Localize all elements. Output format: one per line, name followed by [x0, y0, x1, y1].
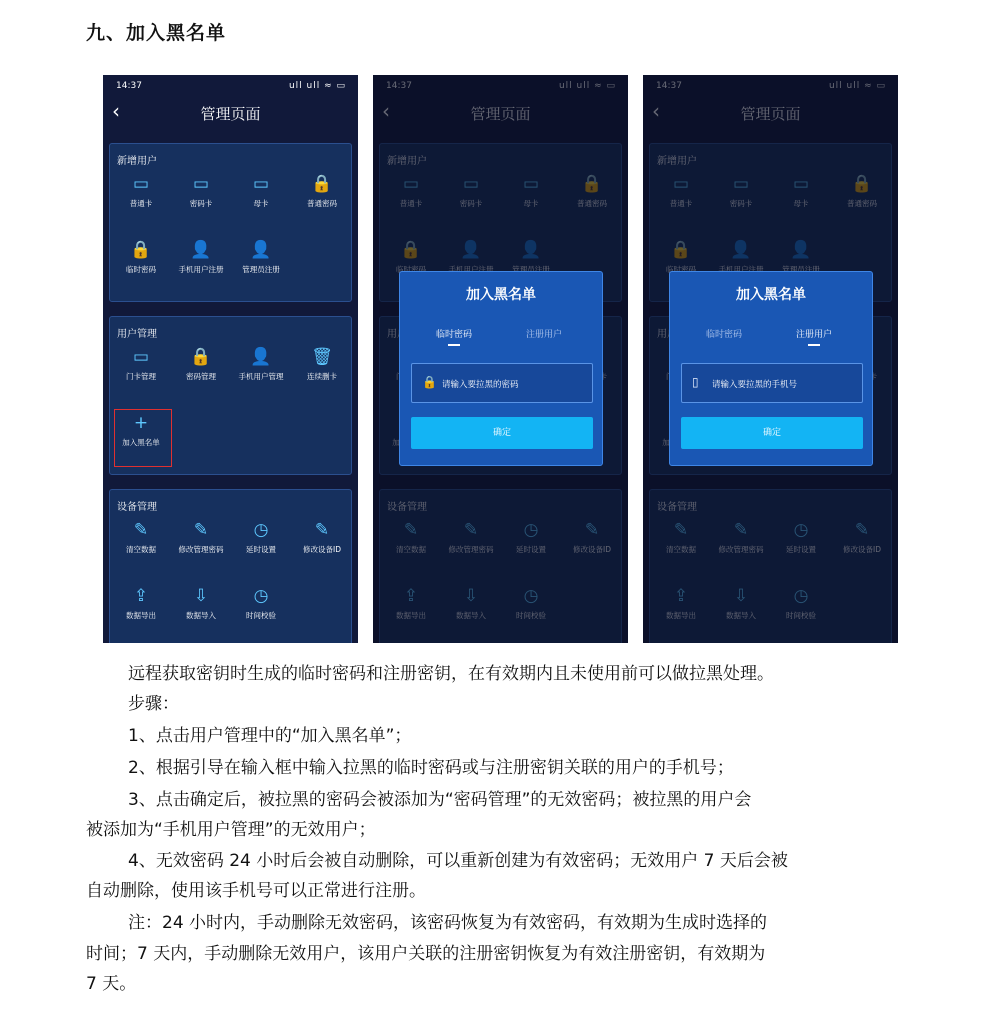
input-placeholder: 请输入要拉黑的手机号: [712, 380, 798, 390]
tab-indicator: [448, 344, 460, 346]
item-label: 密码卡: [189, 199, 213, 208]
device-mgmt-card: [109, 489, 352, 643]
dialog-title: 加入黑名单: [466, 287, 536, 303]
tab-label: 临时密码: [436, 330, 473, 340]
edit-icon: ✎: [314, 520, 330, 540]
item-normal-password[interactable]: [291, 172, 353, 209]
card-icon: ▭: [252, 174, 270, 194]
item-label: 加入黑名单: [122, 438, 160, 447]
section-title: 用户管理: [117, 329, 157, 340]
paragraph-step-4-line-2: 自动删除，使用该手机号可以正常进行注册。: [86, 881, 426, 901]
lock-icon: 🔒: [311, 174, 333, 194]
blacklist-dialog: [669, 271, 873, 466]
paragraph-note-line-3: 7 天。: [86, 974, 137, 994]
section-title: 设备管理: [117, 502, 157, 513]
item-export-data[interactable]: [110, 584, 172, 621]
lock-icon: 🔒: [190, 347, 212, 367]
paragraph-intro: 远程获取密钥时生成的临时密码和注册密钥，在有效期内且未使用前可以做拉黑处理。: [128, 664, 774, 684]
signal-icon: ull ull ≈ ▭: [288, 81, 346, 91]
item-delay-settings[interactable]: [230, 518, 292, 555]
item-label: 手机用户注册: [178, 265, 224, 274]
phone-icon: ▯: [692, 375, 699, 389]
phone-screen-2: [373, 75, 628, 643]
item-label: 数据导出: [126, 611, 156, 620]
item-temp-password[interactable]: [110, 238, 172, 275]
phone-screen-1: [103, 75, 358, 643]
item-phone-user-register[interactable]: [170, 238, 232, 275]
clock-icon: ◷: [253, 586, 269, 606]
edit-icon: ✎: [193, 520, 209, 540]
user-icon: 👤: [190, 240, 212, 260]
item-change-admin-password[interactable]: [170, 518, 232, 555]
item-label: 管理员注册: [242, 265, 280, 274]
card-icon: ▭: [132, 347, 150, 367]
section-title: 新增用户: [117, 156, 157, 167]
item-label: 延时设置: [246, 545, 276, 554]
item-label: 门卡管理: [126, 372, 156, 381]
tab-label: 注册用户: [526, 330, 563, 340]
screenshot-row: [103, 75, 898, 643]
paragraph-note-line-2: 时间；7 天内，手动删除无效用户，该用户关联的注册密钥恢复为有效注册密钥，有效期为: [86, 944, 766, 964]
confirm-button[interactable]: 确定: [681, 417, 863, 449]
tab-label: 临时密码: [706, 330, 743, 340]
paragraph-step-3-line-2: 被添加为“手机用户管理”的无效用户；: [86, 820, 376, 840]
user-icon: 👤: [250, 240, 272, 260]
item-label: 连续删卡: [307, 372, 337, 381]
paragraph-step-3-line-1: 3、点击确定后，被拉黑的密码会被添加为“密码管理”的无效密码；被拉黑的用户会: [128, 790, 752, 810]
plus-icon: +: [133, 413, 149, 433]
tab-label: 注册用户: [796, 330, 833, 340]
item-import-data[interactable]: [170, 584, 232, 621]
clock-icon: ◷: [253, 520, 269, 540]
item-batch-delete-card[interactable]: [291, 345, 353, 382]
card-icon: ▭: [132, 174, 150, 194]
item-label: 手机用户管理: [238, 372, 284, 381]
page-title: 管理页面: [200, 105, 261, 123]
tab-indicator: [808, 344, 820, 346]
paragraph-step-4-line-1: 4、无效密码 24 小时后会被自动删除，可以重新创建为有效密码；无效用户 7 天后会被: [128, 851, 788, 871]
paragraph-step-2: 2、根据引导在输入框中输入拉黑的临时密码或与注册密钥关联的用户的手机号；: [128, 758, 734, 778]
item-label: 临时密码: [126, 265, 156, 274]
upload-icon: ⇪: [133, 586, 149, 606]
lock-icon: 🔒: [422, 375, 437, 389]
dialog-title: 加入黑名单: [736, 287, 806, 303]
lock-icon: 🔒: [130, 240, 152, 260]
top-bar: [103, 97, 358, 127]
trash-icon: 🗑: [311, 347, 333, 367]
item-clear-data[interactable]: [110, 518, 172, 555]
item-phone-user-mgmt[interactable]: [230, 345, 292, 382]
doc-heading: 九、加入黑名单: [86, 22, 227, 44]
item-label: 普通密码: [307, 199, 337, 208]
highlight-box: [114, 409, 172, 467]
tab-temp-password[interactable]: [706, 327, 742, 340]
item-label: 母卡: [253, 199, 269, 208]
input-placeholder: 请输入要拉黑的密码: [442, 380, 519, 390]
paragraph-step-1: 1、点击用户管理中的“加入黑名单”；: [128, 726, 412, 746]
item-normal-card[interactable]: [110, 172, 172, 209]
item-admin-register[interactable]: [230, 238, 292, 275]
item-label: 密码管理: [186, 372, 216, 381]
status-time: 14:37: [116, 81, 142, 91]
back-icon[interactable]: ‹: [112, 99, 120, 123]
tab-temp-password[interactable]: [436, 327, 472, 340]
new-user-card: [109, 143, 352, 302]
blacklist-dialog: [399, 271, 603, 466]
user-mgmt-card: [109, 316, 352, 475]
item-time-calibration[interactable]: [230, 584, 292, 621]
blacklist-phone-input[interactable]: [681, 363, 863, 403]
phone-screen-3: [643, 75, 898, 643]
item-password-card[interactable]: [170, 172, 232, 209]
item-password-mgmt[interactable]: [170, 345, 232, 382]
clear-icon: ✎: [133, 520, 149, 540]
item-label: 数据导入: [186, 611, 216, 620]
item-card-mgmt[interactable]: [110, 345, 172, 382]
card-icon: ▭: [192, 174, 210, 194]
item-label: 时间校验: [246, 611, 276, 620]
item-label: 修改管理密码: [178, 545, 224, 554]
item-master-card[interactable]: [230, 172, 292, 209]
item-change-device-id[interactable]: [291, 518, 353, 555]
download-icon: ⇩: [193, 586, 209, 606]
tab-registered-user[interactable]: [526, 327, 562, 340]
item-label: 普通卡: [129, 199, 153, 208]
paragraph-steps-label: 步骤：: [128, 694, 179, 714]
paragraph-note-line-1: 注：24 小时内，手动删除无效密码，该密码恢复为有效密码，有效期为生成时选择的: [128, 913, 768, 933]
confirm-button[interactable]: 确定: [411, 417, 593, 449]
blacklist-password-input[interactable]: [411, 363, 593, 403]
item-label: 清空数据: [126, 545, 156, 554]
tab-registered-user[interactable]: [796, 327, 832, 340]
status-bar: [103, 75, 358, 97]
item-label: 修改设备ID: [303, 545, 341, 554]
user-icon: 👤: [250, 347, 272, 367]
